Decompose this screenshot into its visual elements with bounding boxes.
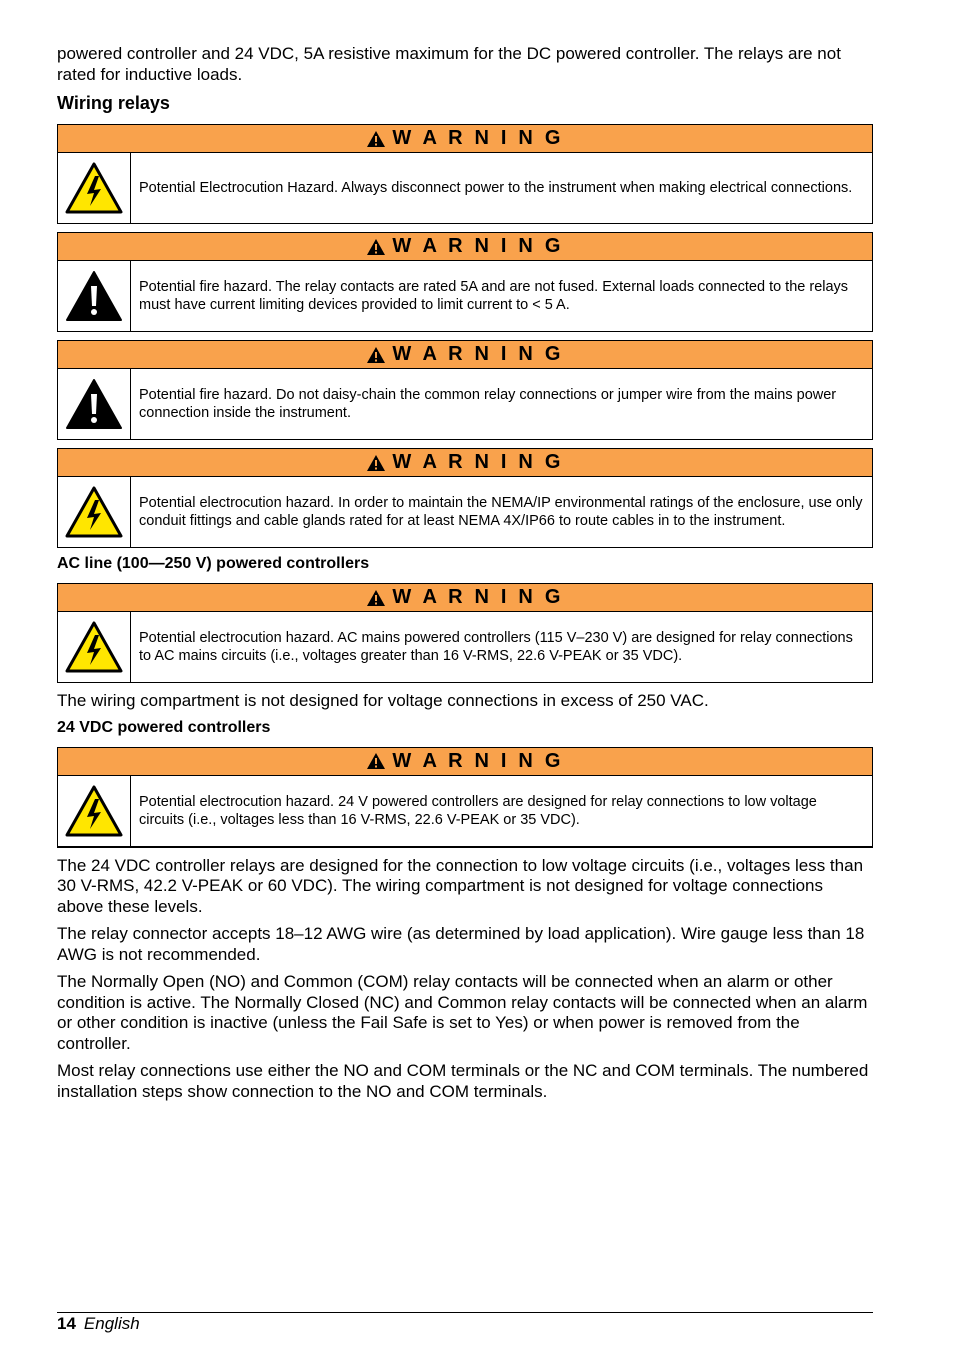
warning-label: W A R N I N G <box>392 749 564 772</box>
page-footer <box>57 1312 873 1334</box>
electrical-hazard-icon <box>58 153 131 223</box>
warning-header <box>58 584 872 612</box>
warning-triangle-icon <box>366 752 386 770</box>
warning-box <box>57 124 873 224</box>
warning-label: W A R N I N G <box>392 586 564 608</box>
warning-header <box>58 125 872 153</box>
warning-triangle-icon <box>366 454 386 472</box>
ac-note-paragraph: The wiring compartment is not designed for voltage connections in excess of 250 VAC. <box>57 691 709 710</box>
footer-language: English <box>83 1314 140 1333</box>
dc-paragraph: The relay connector accepts 18–12 AWG wire (as determined by load application). Wire gauge less than 18 AWG is not recommended. <box>57 924 865 964</box>
warning-text: Potential fire hazard. Do not daisy-chain the common relay connections or jumper wire from the mains power connection inside the instrument. <box>139 387 837 421</box>
warning-triangle-icon <box>366 130 386 148</box>
page-content <box>57 44 873 1109</box>
warning-box <box>57 448 873 548</box>
warning-box <box>57 747 873 848</box>
warning-header <box>58 233 872 261</box>
ac-section-title: AC line (100—250 V) powered controllers <box>57 555 370 572</box>
dc-section-title: 24 VDC powered controllers <box>57 718 271 736</box>
exclamation-hazard-icon <box>58 261 131 331</box>
warning-label: W A R N I N G <box>392 127 564 149</box>
dc-paragraph: The Normally Open (NO) and Common (COM) relay contacts will be connected when an alarm or other condition is active. The Normally Closed (NC) and Common relay contacts will be connected when an alarm or other condition is inactive (unless the Fail Safe is set to Yes) or when power is removed from the controller. <box>57 972 868 1053</box>
warning-label: W A R N I N G <box>392 235 564 257</box>
warning-header <box>58 341 872 369</box>
warning-header <box>58 449 872 477</box>
dc-paragraph: Most relay connections use either the NO and COM terminals or the NC and COM terminals. The numbered installation steps show connection to the NO and COM terminals. <box>57 1061 869 1101</box>
warning-text: Potential Electrocution Hazard. Always disconnect power to the instrument when making electrical connections. <box>139 180 853 196</box>
warning-triangle-icon <box>366 589 386 607</box>
intro-paragraph: powered controller and 24 VDC, 5A resistive maximum for the DC powered controller. The relays are not rated for inductive loads. <box>57 44 841 84</box>
warning-text: Potential electrocution hazard. AC mains powered controllers (115 V–230 V) are designed for relay connections to AC mains circuits (i.e., voltages greater than 16 V-RMS, 22.6 V-PEAK or 35 VDC). <box>139 630 853 664</box>
page-number: 14 <box>57 1314 76 1333</box>
dc-paragraph: The 24 VDC controller relays are designed for the connection to low voltage circuits (i.e., voltages less than 30 V-RMS, 42.2 V-PEAK or 60 VDC). The wiring compartment is not designed for voltage connections above these levels. <box>57 855 864 916</box>
electrical-hazard-icon <box>58 776 131 846</box>
electrical-hazard-icon <box>58 477 131 547</box>
warning-header <box>58 748 872 776</box>
electrical-hazard-icon <box>58 612 131 682</box>
warning-text: Potential fire hazard. The relay contacts are rated 5A and are not fused. External loads connected to the relays must have current limiting devices provided to limit current to < 5 A. <box>139 279 849 313</box>
warning-text: Potential electrocution hazard. In order to maintain the NEMA/IP environmental ratings of the enclosure, use only conduit fittings and cable glands rated for at least NEMA 4X/IP66 to route cables in to the instrument. <box>139 495 863 529</box>
warning-label: W A R N I N G <box>392 451 564 473</box>
warning-label: W A R N I N G <box>392 343 564 365</box>
warning-text: Potential electrocution hazard. 24 V powered controllers are designed for relay connections to low voltage circuits (i.e., voltages less than 16 V-RMS, 22.6 V-PEAK or 35 VDC). <box>139 793 817 828</box>
warning-triangle-icon <box>366 238 386 256</box>
warning-box <box>57 232 873 332</box>
warning-triangle-icon <box>366 346 386 364</box>
warning-box <box>57 340 873 440</box>
warning-box <box>57 583 873 683</box>
section-title: Wiring relays <box>57 93 170 113</box>
exclamation-hazard-icon <box>58 369 131 439</box>
